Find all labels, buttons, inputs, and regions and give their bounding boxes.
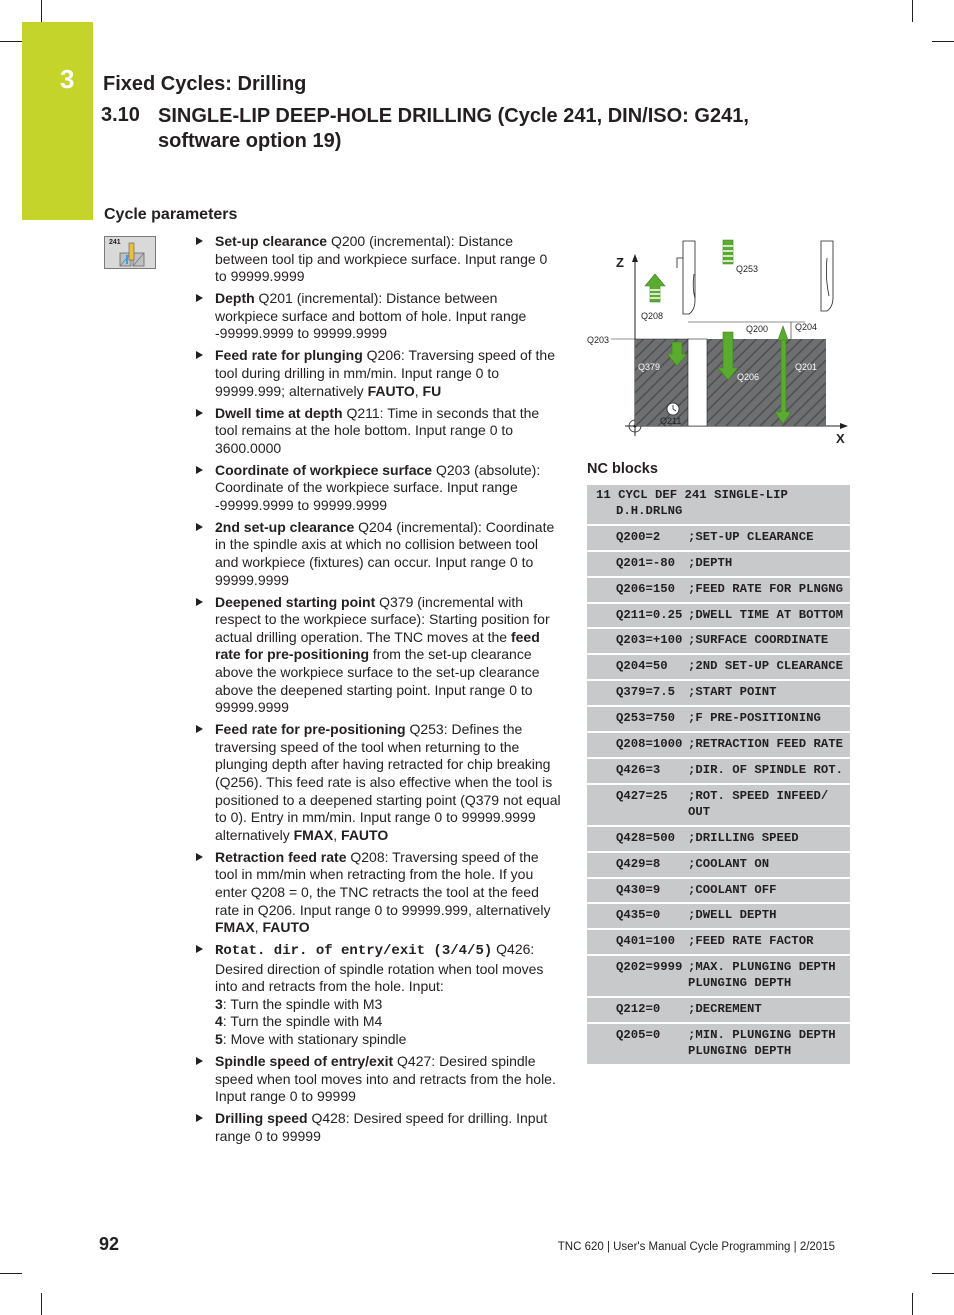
parameter-name: Spindle speed of entry/exit xyxy=(215,1053,394,1070)
parameter-name: Coordinate of workpiece surface xyxy=(215,461,433,478)
parameter-name: Drilling speed xyxy=(215,1110,308,1127)
nc-cycle-def-line2: D.H.DRLNG xyxy=(616,503,683,518)
softkey-label: 241 xyxy=(109,239,121,246)
nc-param: Q428=500 xyxy=(616,830,676,845)
nc-param: Q204=50 xyxy=(616,659,668,674)
nc-row xyxy=(587,733,850,759)
label-q211: Q211 xyxy=(660,416,682,426)
parameter-keyword: FU xyxy=(422,382,442,399)
nc-comment: ;SET-UP CLEARANCE xyxy=(688,529,814,544)
separator: , xyxy=(414,382,423,399)
parameter-description: Q253: Defines the traversing speed of the tool when returning to the plunging depth after having retracted for chip breaking (Q256). This feed rate is also effective when the tool is positioned to a deepened starting point (Q379 not equal to 0). Entry in mm/min. Input range 0 to 99999.9999 alternatively xyxy=(215,721,561,843)
nc-param: Q401=100 xyxy=(616,934,676,949)
nc-blocks-heading: NC blocks xyxy=(587,461,658,477)
parameter-description: Q428: Desired speed for drilling. Input range 0 to 99999 xyxy=(215,1110,548,1144)
option-text: : Turn the spindle with M4 xyxy=(222,1013,383,1030)
parameter-item xyxy=(192,721,562,844)
nc-row xyxy=(587,526,850,552)
nc-row xyxy=(587,681,850,707)
option-key: 4 xyxy=(215,1013,223,1030)
cycle-diagram xyxy=(585,238,853,448)
crop-mark xyxy=(41,1293,42,1315)
nc-comment: ;DEPTH xyxy=(688,555,733,570)
parameter-list xyxy=(192,233,562,1150)
nc-param: Q426=3 xyxy=(616,762,661,777)
nc-comment: ;SURFACE COORDINATE xyxy=(688,633,829,648)
nc-comment: ;2ND SET-UP CLEARANCE xyxy=(688,659,843,674)
parameter-name: Dwell time at depth xyxy=(215,404,343,421)
parameter-name: Feed rate for pre-positioning xyxy=(215,721,406,738)
crop-mark xyxy=(41,0,42,22)
nc-param: Q212=0 xyxy=(616,1002,661,1017)
nc-row xyxy=(587,604,850,630)
parameter-description: Q206: Traversing speed of the tool during drilling in mm/min. Input range 0 to 99999.999; alternatively xyxy=(215,347,556,399)
bullet-arrow-icon xyxy=(196,598,203,606)
drill-icon xyxy=(105,237,155,268)
section-title-line1: SINGLE-LIP DEEP-HOLE DRILLING (Cycle 241, DIN/ISO: G241, xyxy=(158,105,749,127)
nc-param: Q427=25 xyxy=(616,788,668,803)
parameter-item xyxy=(192,347,562,400)
bullet-arrow-icon xyxy=(196,945,203,953)
parameter-keyword: FAUTO xyxy=(262,919,310,936)
nc-comment: ;RETRACTION FEED RATE xyxy=(688,737,843,752)
label-q206: Q206 xyxy=(737,372,760,382)
nc-blocks-table xyxy=(587,485,850,1066)
section-title-line2: software option 19) xyxy=(158,130,342,152)
parameter-keyword: FAUTO xyxy=(341,826,389,843)
option-line xyxy=(215,1031,562,1049)
option-line xyxy=(215,996,562,1014)
crop-mark xyxy=(932,41,954,42)
option-line xyxy=(215,1013,562,1031)
parameter-description: Q427: Desired spindle speed when tool moves into and retracts from the hole. Input range 0 to 99999 xyxy=(215,1053,556,1105)
nc-param: Q201=-80 xyxy=(616,555,676,570)
nc-comment: ;DWELL DEPTH xyxy=(688,908,777,923)
nc-comment: ;DWELL TIME AT BOTTOM xyxy=(688,607,843,622)
crop-mark xyxy=(912,0,913,22)
option-key: 3 xyxy=(215,995,223,1012)
nc-row xyxy=(587,998,850,1024)
parameter-name: Deepened starting point xyxy=(215,593,376,610)
label-q200: Q200 xyxy=(746,324,769,334)
nc-block-header xyxy=(587,485,850,526)
parameter-item xyxy=(192,462,562,515)
nc-comment: ;MIN. PLUNGING DEPTH PLUNGING DEPTH xyxy=(688,1027,836,1058)
label-q203: Q203 xyxy=(587,335,610,345)
nc-row xyxy=(587,956,850,998)
nc-comment: ;FEED RATE FACTOR xyxy=(688,934,814,949)
separator: , xyxy=(333,826,342,843)
axis-x-label: X xyxy=(836,431,845,446)
parameter-keyword: FMAX xyxy=(293,826,334,843)
axis-z-label: Z xyxy=(616,255,624,270)
crop-mark xyxy=(0,41,22,42)
nc-row xyxy=(587,707,850,733)
option-key: 5 xyxy=(215,1031,223,1048)
nc-param: Q430=9 xyxy=(616,882,661,897)
nc-param: Q203=+100 xyxy=(616,633,683,648)
parameter-item xyxy=(192,519,562,589)
parameter-item xyxy=(192,233,562,286)
bullet-arrow-icon xyxy=(196,466,203,474)
parameter-description: Q208: Traversing speed of the tool in mm/min when retracting from the hole. If you enter Q208 = 0, the TNC retracts the tool at the feed rate in Q206. Input range 0 to 99999.999, alternatively xyxy=(215,848,551,918)
label-q253: Q253 xyxy=(736,264,759,274)
parameter-description-cont: from the set-up clearance above the workpiece surface to the set-up clearance above the deepened starting point. Input range 0 to 99999.9999 xyxy=(215,646,540,716)
parameter-description: Q200 (incremental): Distance between tool tip and workpiece surface. Input range 0 to 99999.9999 xyxy=(215,233,548,285)
parameter-name: Set-up clearance xyxy=(215,233,328,249)
bullet-arrow-icon xyxy=(196,725,203,733)
nc-comment: ;START POINT xyxy=(688,685,777,700)
nc-row xyxy=(587,655,850,681)
section-title xyxy=(158,104,798,154)
nc-row xyxy=(587,930,850,956)
parameter-keyword: FAUTO xyxy=(367,382,415,399)
bullet-arrow-icon xyxy=(196,237,203,245)
nc-comment: ;COOLANT OFF xyxy=(688,882,777,897)
bullet-arrow-icon xyxy=(196,409,203,417)
bullet-arrow-icon xyxy=(196,351,203,359)
label-q204: Q204 xyxy=(795,322,818,332)
nc-comment: ;DIR. OF SPINDLE ROT. xyxy=(688,762,843,777)
parameter-description: Q211: Time in seconds that the tool remains at the hole bottom. Input range 0 to 3600.0000 xyxy=(215,404,540,456)
footer-text: TNC 620 | User's Manual Cycle Programming | 2/2015 xyxy=(557,1241,835,1253)
label-q208: Q208 xyxy=(641,311,664,321)
parameter-description: Q426: Desired direction of spindle rotation when tool moves into and retracts from the hole. Input: xyxy=(215,941,544,995)
label-q201: Q201 xyxy=(795,362,818,372)
nc-param: Q208=1000 xyxy=(616,737,683,752)
nc-row xyxy=(587,552,850,578)
parameter-name: Feed rate for plunging xyxy=(215,347,363,364)
parameter-item xyxy=(192,941,562,1049)
bullet-arrow-icon xyxy=(196,523,203,531)
parameter-name: 2nd set-up clearance xyxy=(215,518,355,535)
page-number: 92 xyxy=(99,1234,120,1254)
chapter-title: Fixed Cycles: Drilling xyxy=(103,73,307,95)
parameter-keyword: FMAX xyxy=(215,919,255,936)
parameter-item xyxy=(192,1053,562,1106)
section-number: 3.10 xyxy=(101,104,140,126)
option-text: : Turn the spindle with M3 xyxy=(222,995,383,1012)
separator: , xyxy=(254,919,263,936)
bullet-arrow-icon xyxy=(196,294,203,302)
parameter-name: Depth xyxy=(215,290,255,307)
nc-param: Q211=0.25 xyxy=(616,607,683,622)
nc-comment: ;FEED RATE FOR PLNGNG xyxy=(688,581,843,596)
parameter-description: Q204 (incremental): Coordinate in the spindle axis at which no collision between tool and workpiece (fixtures) can occur. Input range 0 to 99999.9999 xyxy=(215,518,555,588)
chapter-tab xyxy=(22,22,93,220)
nc-param: Q200=2 xyxy=(616,529,661,544)
nc-row xyxy=(587,578,850,604)
nc-row xyxy=(587,1024,850,1066)
bullet-arrow-icon xyxy=(196,1057,203,1065)
label-q379: Q379 xyxy=(638,362,661,372)
parameter-name: Rotat. dir. of entry/exit (3/4/5) xyxy=(215,943,493,960)
nc-comment: ;DECREMENT xyxy=(688,1002,762,1017)
chapter-number: 3 xyxy=(60,64,75,94)
nc-param: Q379=7.5 xyxy=(616,685,676,700)
nc-row xyxy=(587,629,850,655)
parameter-description: Q379 (incremental with respect to the workpiece surface): Starting position for actual drilling operation. The TNC moves at the xyxy=(215,593,550,645)
nc-param: Q435=0 xyxy=(616,908,661,923)
nc-cycle-def-line1: 11 CYCL DEF 241 SINGLE-LIP xyxy=(596,488,788,502)
nc-comment: ;MAX. PLUNGING DEPTH PLUNGING DEPTH xyxy=(688,960,836,991)
crop-mark xyxy=(0,1273,22,1274)
parameter-item xyxy=(192,1110,562,1145)
nc-param: Q253=750 xyxy=(616,711,676,726)
nc-row xyxy=(587,759,850,785)
nc-row xyxy=(587,785,850,827)
crop-mark xyxy=(932,1273,954,1274)
parameter-keyword: feed rate for pre-positioning xyxy=(215,628,540,663)
cycle-parameters-heading: Cycle parameters xyxy=(104,206,238,223)
nc-comment: ;F PRE-POSITIONING xyxy=(688,711,821,726)
parameter-item xyxy=(192,849,562,937)
bullet-arrow-icon xyxy=(196,853,203,861)
parameter-item xyxy=(192,405,562,458)
parameter-item xyxy=(192,594,562,717)
parameter-description: Q203 (absolute): Coordinate of the workpiece surface. Input range -99999.9999 to 99999.9999 xyxy=(215,461,541,513)
nc-row xyxy=(587,904,850,930)
nc-comment: ;COOLANT ON xyxy=(688,856,770,871)
nc-row xyxy=(587,853,850,879)
option-text: : Move with stationary spindle xyxy=(222,1031,407,1048)
nc-param: Q206=150 xyxy=(616,581,676,596)
nc-comment: ;ROT. SPEED INFEED/ OUT xyxy=(688,788,829,819)
nc-comment: ;DRILLING SPEED xyxy=(688,830,799,845)
nc-param: Q202=9999 xyxy=(616,960,683,975)
nc-row xyxy=(587,827,850,853)
nc-row xyxy=(587,879,850,905)
cycle-241-softkey-icon xyxy=(104,236,156,269)
parameter-item xyxy=(192,290,562,343)
nc-rows xyxy=(587,526,850,1066)
nc-param: Q429=8 xyxy=(616,856,661,871)
nc-param: Q205=0 xyxy=(616,1027,661,1042)
parameter-name: Retraction feed rate xyxy=(215,848,347,865)
crop-mark xyxy=(912,1293,913,1315)
bullet-arrow-icon xyxy=(196,1114,203,1122)
parameter-description: Q201 (incremental): Distance between workpiece surface and bottom of hole. Input range -99999.9999 to 99999.9999 xyxy=(215,290,527,342)
